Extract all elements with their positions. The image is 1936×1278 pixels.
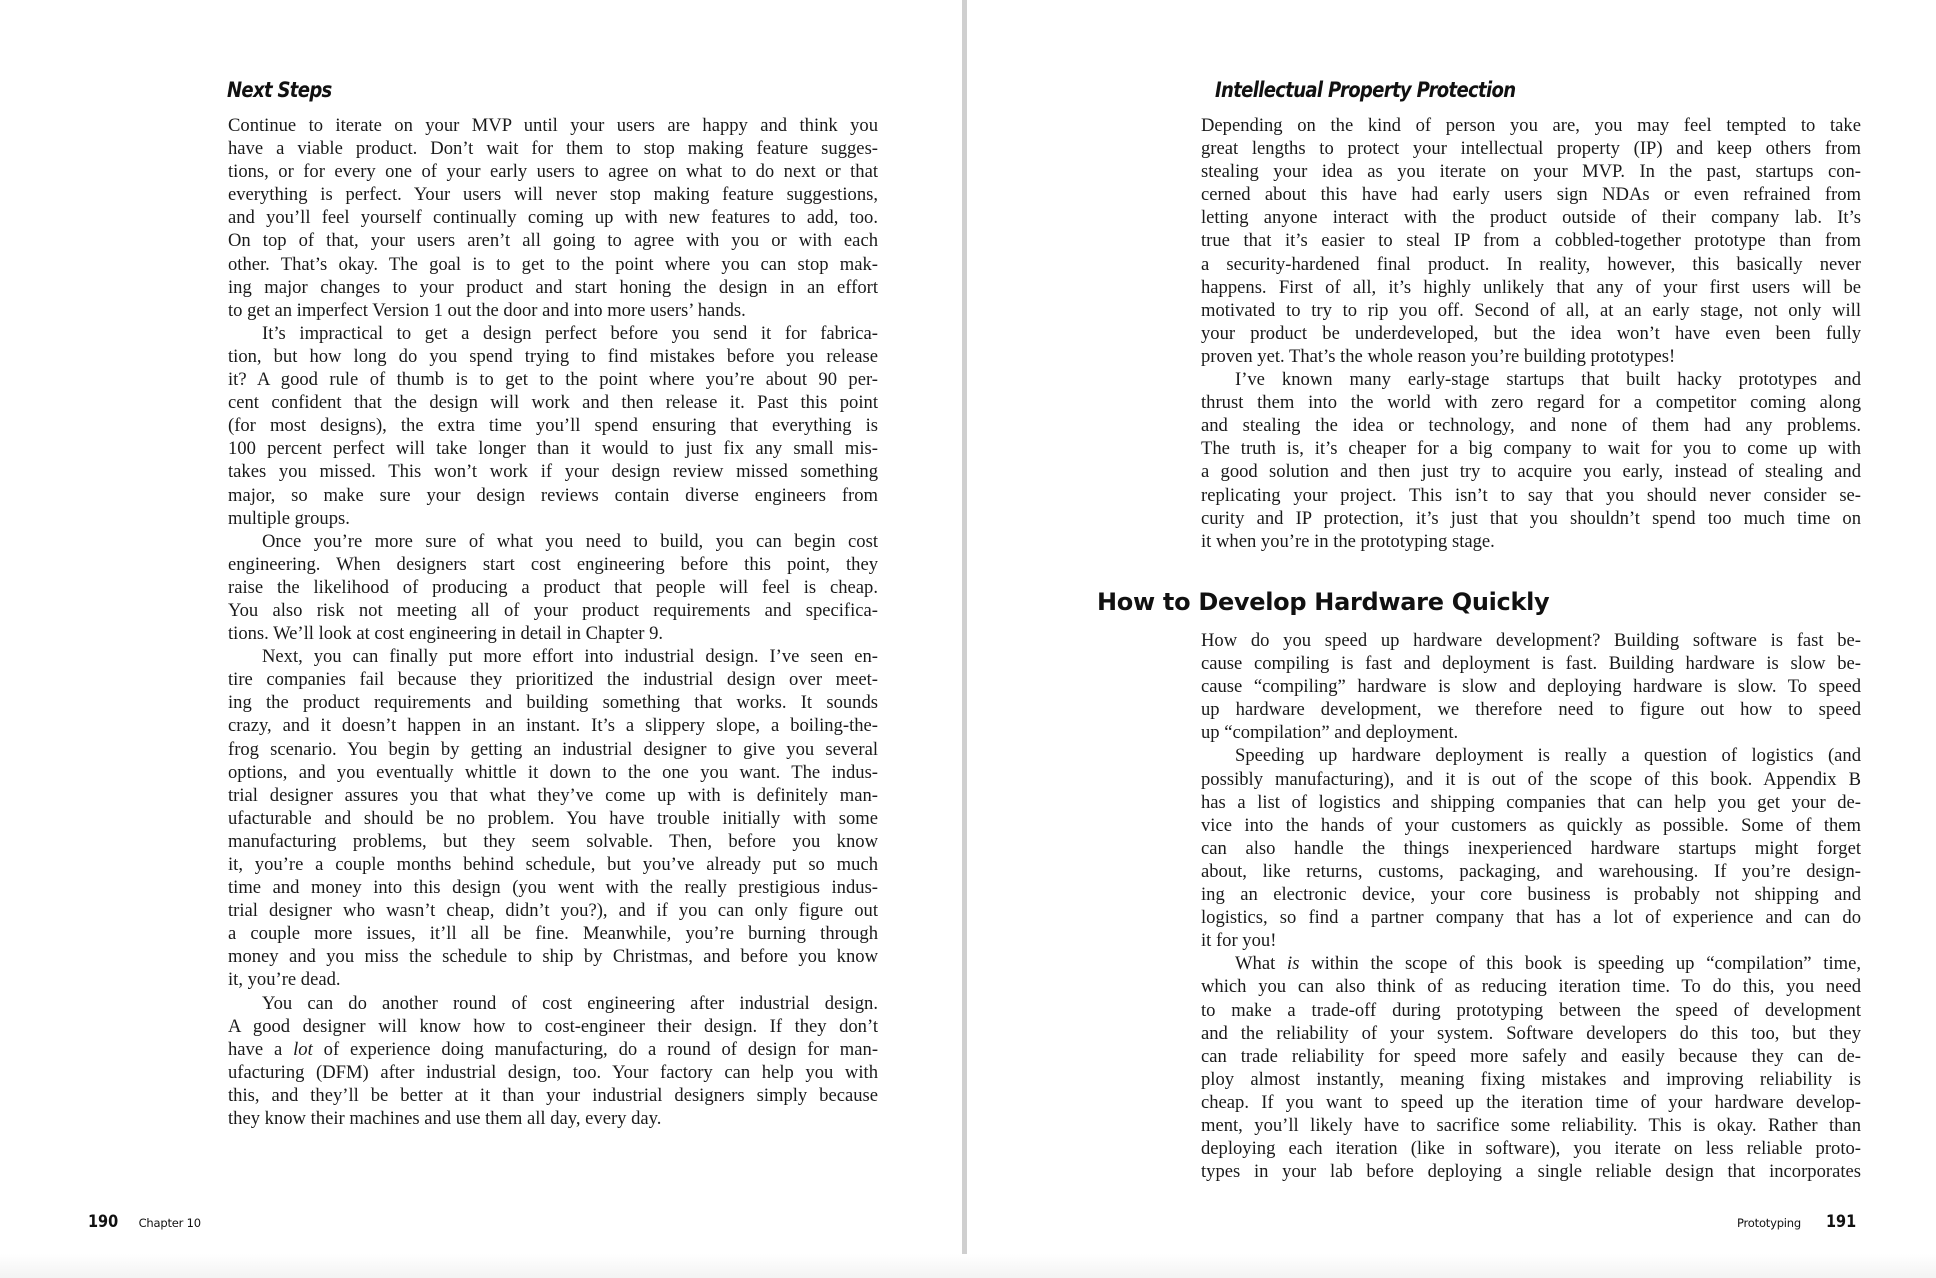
text-line: Once you’re more sure of what you need to build, you can begin cost <box>262 530 878 552</box>
text-line: manufacturing problems, but they seem solvable. Then, before you know <box>228 830 878 852</box>
running-head: Prototyping <box>1737 1216 1801 1230</box>
text-line: cent confident that the design will work and then release it. Past this point <box>228 392 878 414</box>
ip-protection-body <box>1201 114 1861 553</box>
text-line: You also risk not meeting all of your product requirements and specifica- <box>228 599 878 621</box>
text-line: has a list of logistics and shipping companies that can help you get your de- <box>1201 791 1861 813</box>
text-line: I’ve known many early-stage startups that built hacky prototypes and <box>1235 369 1861 391</box>
paragraph <box>228 322 878 530</box>
text-line: true that it’s easier to steal IP from a cobbled-together prototype than from <box>1201 230 1861 252</box>
text-line: it, you’re a couple months behind schedule, but you’ve already put so much <box>228 854 878 875</box>
text-line: The truth is, it’s cheaper for a big company to wait for you to come up with <box>1201 438 1861 460</box>
text-line: to make a trade-off during prototyping between the speed of development <box>1201 999 1861 1021</box>
paragraph <box>1201 629 1861 744</box>
text-line: have a viable product. Don’t wait for them to stop making feature sugges- <box>228 138 878 160</box>
text-line: You can do another round of cost engineering after industrial design. <box>262 992 878 1014</box>
text-line: raise the likelihood of producing a product that people will feel is cheap. <box>228 576 878 598</box>
text-line: thrust them into the world with zero regard for a competitor coming along <box>1201 392 1861 414</box>
text-line: tions, or for every one of your early users to agree on what to do next or that <box>228 161 878 183</box>
text-line: major, so make sure your design reviews contain diverse engineers from <box>228 484 878 506</box>
page-number: 190 <box>88 1212 119 1232</box>
text-line: It’s impractical to get a design perfect before you send it for fabrica- <box>262 322 878 344</box>
text-line: ploy almost instantly, meaning fixing mistakes and improving reliability is <box>1201 1068 1861 1090</box>
text-line: other. That’s okay. The goal is to get to the point where you can stop mak- <box>228 253 878 275</box>
emphasis: is <box>1287 953 1300 975</box>
text-line: up hardware development, we therefore need to figure out how to speed <box>1201 699 1861 721</box>
text-line: logistics, so find a partner company that has a lot of experience and can do <box>1201 907 1861 929</box>
text-line: Depending on the kind of person you are, you may feel tempted to take <box>1201 115 1861 136</box>
text-line: vice into the hands of your customers as quickly as possible. Some of them <box>1201 814 1861 836</box>
paragraph <box>1201 114 1861 368</box>
text-line: cause “compiling” hardware is slow and deploying hardware is slow. To speed <box>1201 676 1861 698</box>
text-line: this, and they’ll be better at it than your industrial designers simply because <box>228 1084 878 1106</box>
paragraph <box>1201 368 1861 553</box>
text-line: it? A good rule of thumb is to get to the point where you’re about 90 per- <box>228 369 878 391</box>
text-line: cheap. If you want to speed up the iteration time of your hardware develop- <box>1201 1091 1861 1113</box>
text-line: possibly manufacturing), and it is out of the scope of this book. Appendix B <box>1201 768 1861 790</box>
text-line: great lengths to protect your intellectual property (IP) and keep others from <box>1201 138 1861 160</box>
bottom-shadow <box>0 1254 1936 1278</box>
text-line: Continue to iterate on your MVP until your users are happy and think you <box>228 115 878 136</box>
text-line: which you can also think of as reducing iteration time. To do this, you need <box>1201 976 1861 998</box>
paragraph <box>228 114 878 322</box>
text-line: options, and you eventually whittle it down to the one you want. The indus- <box>228 761 878 783</box>
text-line: cause compiling is fast and deployment is fast. Building hardware is slow be- <box>1201 653 1861 675</box>
text-line: What is within the scope of this book is speeding up “compilation” time, <box>1235 953 1861 975</box>
section-heading-develop-hardware: How to Develop Hardware Quickly <box>1097 588 1550 616</box>
text-line: and stealing the idea or technology, and none of them had any problems. <box>1201 415 1861 437</box>
text-line: it for you! <box>1201 930 1277 952</box>
text-line: cerned about this have had early users sign NDAs or even refrained from <box>1201 184 1861 206</box>
paragraph <box>1201 744 1861 952</box>
paragraph <box>228 530 878 645</box>
develop-hardware-body <box>1201 629 1861 1183</box>
text-line: up “compilation” and deployment. <box>1201 722 1459 744</box>
text-line: ing major changes to your product and start honing the design in an effort <box>228 276 878 298</box>
text-line: (for most designs), the extra time you’ll spend ensuring that everything is <box>228 415 878 437</box>
left-page-footer <box>88 1212 201 1232</box>
text-line: ment, you’ll likely have to sacrifice some reliability. This is okay. Rather than <box>1201 1114 1861 1136</box>
text-line: trial designer assures you that what they’ve come up with is definitely man- <box>228 784 878 806</box>
text-line: How do you speed up hardware development? Building software is fast be- <box>1201 630 1861 651</box>
text-line: a couple more issues, it’ll all be fine. Meanwhile, you’re burning through <box>228 923 878 945</box>
text-line: letting anyone interact with the product outside of their company lab. It’s <box>1201 207 1861 229</box>
section-heading-ip-protection: Intellectual Property Protection <box>1215 78 1516 102</box>
emphasis: lot <box>293 1038 313 1060</box>
text-line: ufacturable and should be no problem. You have trouble initially with some <box>228 807 878 829</box>
text-line: a security-hardened final product. In reality, however, this basically never <box>1201 253 1861 275</box>
running-head: Chapter 10 <box>138 1216 201 1230</box>
text-line: stealing your idea as you iterate on your MVP. In the past, startups con- <box>1201 161 1861 183</box>
text-line: tion, but how long do you spend trying to find mistakes before you release <box>228 345 878 367</box>
text-line: your product be underdeveloped, but the idea won’t have even been fully <box>1201 322 1861 344</box>
left-page-body <box>228 114 878 1130</box>
page-number: 191 <box>1826 1212 1857 1232</box>
section-heading-next-steps: Next Steps <box>227 78 332 102</box>
paragraph <box>228 645 878 991</box>
text-line: multiple groups. <box>228 507 350 529</box>
text-line: can also handle the things inexperienced hardware startups might forget <box>1201 837 1861 859</box>
text-line: ufacturing (DFM) after industrial design, too. Your factory can help you with <box>228 1061 878 1083</box>
text-line: they know their machines and use them all day, every day. <box>228 1108 662 1130</box>
text-line: happens. First of all, it’s highly unlikely that any of your first users will be <box>1201 276 1861 298</box>
text-line: it, you’re dead. <box>228 969 341 991</box>
text-line: replicating your project. This isn’t to say that you should never consider se- <box>1201 484 1861 506</box>
text-line: can trade reliability for speed more safely and easily because they can de- <box>1201 1045 1861 1067</box>
text-line: deploying each iteration (like in software), you iterate on less reliable proto- <box>1201 1138 1861 1160</box>
text-line: curity and IP protection, it’s just that you shouldn’t spend too much time on <box>1201 507 1861 529</box>
text-line: a good solution and then just try to acquire you early, instead of stealing and <box>1201 461 1861 483</box>
paragraph <box>228 992 878 1131</box>
text-line: time and money into this design (you went with the really prestigious indus- <box>228 877 878 899</box>
text-line: proven yet. That’s the whole reason you’re building prototypes! <box>1201 345 1676 367</box>
text-line: it when you’re in the prototyping stage. <box>1201 530 1495 552</box>
text-line: about, like returns, customs, packaging, and warehousing. If you’re design- <box>1201 860 1861 882</box>
text-line: tire companies fail because they prioritized the industrial design over meet- <box>228 669 878 691</box>
text-line: to get an imperfect Version 1 out the door and into more users’ hands. <box>228 299 746 321</box>
text-line: motivated to try to rip you off. Second of all, at an early stage, not only will <box>1201 299 1861 321</box>
text-line: and you’ll feel yourself continually coming up with new features to add, too. <box>228 207 878 229</box>
text-line: takes you missed. This won’t work if your design review missed something <box>228 461 878 483</box>
text-line: frog scenario. You begin by getting an industrial designer to give you several <box>228 738 878 760</box>
paragraph <box>1201 952 1861 1183</box>
text-line: have a lot of experience doing manufacturing, do a round of design for man- <box>228 1038 879 1060</box>
text-line: Next, you can finally put more effort into industrial design. I’ve seen en- <box>262 646 878 668</box>
left-page <box>0 0 962 1278</box>
text-line: ing the product requirements and building something that works. It sounds <box>228 692 878 714</box>
text-line: ing an electronic device, your core business is probably not shipping and <box>1201 884 1861 906</box>
right-page-footer <box>1737 1212 1862 1232</box>
text-line: On top of that, your users aren’t all going to agree with you or with each <box>228 230 878 252</box>
text-line: trial designer who wasn’t cheap, didn’t you?), and if you can only figure out <box>228 900 878 922</box>
text-line: types in your lab before deploying a single reliable design that incorporates <box>1201 1161 1861 1183</box>
text-line: and the reliability of your system. Software developers do this too, but they <box>1201 1022 1861 1044</box>
text-line: 100 percent perfect will take longer than it would to just fix any small mis- <box>228 438 878 460</box>
text-line: money and you miss the schedule to ship by Christmas, and before you know <box>228 946 878 968</box>
text-line: Speeding up hardware deployment is really a question of logistics (and <box>1235 745 1861 767</box>
text-line: everything is perfect. Your users will never stop making feature suggestions, <box>228 184 878 206</box>
text-line: A good designer will know how to cost-engineer their design. If they don’t <box>228 1015 878 1037</box>
text-line: crazy, and it doesn’t happen in an instant. It’s a slippery slope, a boiling-the- <box>228 715 878 737</box>
text-line: engineering. When designers start cost engineering before this point, they <box>228 553 878 575</box>
text-line: tions. We’ll look at cost engineering in detail in Chapter 9. <box>228 623 664 645</box>
